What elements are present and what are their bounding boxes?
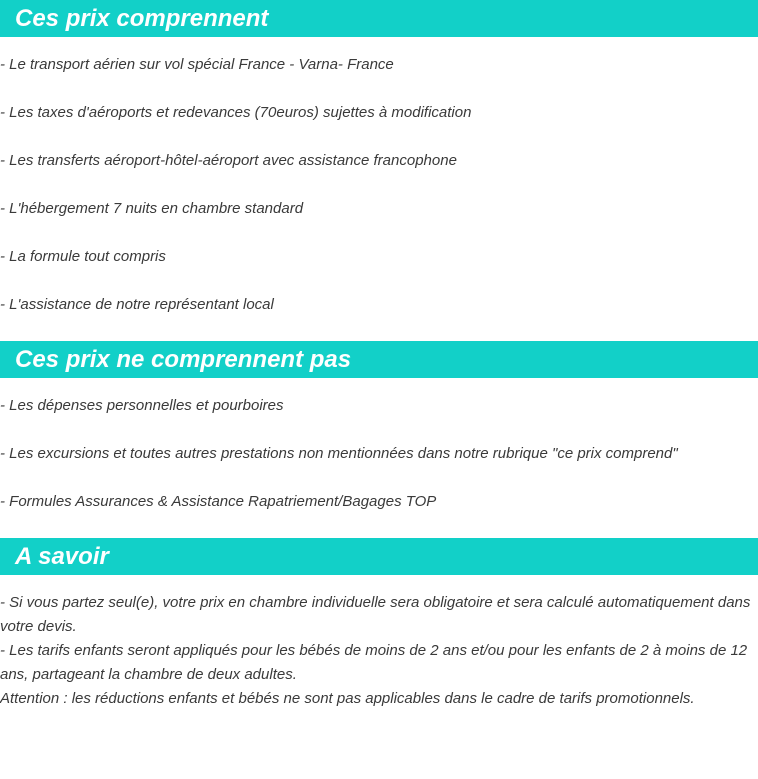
list-item: - L'hébergement 7 nuits en chambre standard [0, 200, 304, 217]
list-item: - Les dépenses personnelles et pourboires [0, 397, 284, 414]
list-item: - Les taxes d'aéroports et redevances (70euros) sujettes à modification [0, 104, 472, 121]
list-item: - Les excursions et toutes autres prestations non mentionnées dans notre rubrique "ce prix comprend" [0, 445, 678, 462]
included-list [0, 37, 758, 317]
list-item: - Les transferts aéroport-hôtel-aéroport avec assistance francophone [0, 152, 457, 169]
list-item: - La formule tout compris [0, 248, 166, 265]
good-to-know-list [0, 575, 758, 711]
list-item: - Le transport aérien sur vol spécial France - Varna- France [0, 56, 394, 73]
section-header-not-included: Ces prix ne comprennent pas [0, 341, 758, 378]
list-item: - Formules Assurances & Assistance Rapatriement/Bagages TOP [0, 493, 437, 510]
section-header-included: Ces prix comprennent [0, 0, 758, 37]
list-item: - Les tarifs enfants seront appliqués pour les bébés de moins de 2 ans et/ou pour les enfants de 2 à moins de 12 ans, partageant la chambre de deux adultes. [0, 642, 748, 683]
list-item: Attention : les réductions enfants et bébés ne sont pas applicables dans le cadre de tarifs promotionnels. [0, 690, 695, 707]
section-header-good-to-know: A savoir [0, 538, 758, 575]
not-included-list [0, 378, 758, 514]
list-item: - Si vous partez seul(e), votre prix en chambre individuelle sera obligatoire et sera calculé automatiquement dans votre devis. [0, 594, 751, 635]
list-item: - L'assistance de notre représentant local [0, 296, 274, 313]
